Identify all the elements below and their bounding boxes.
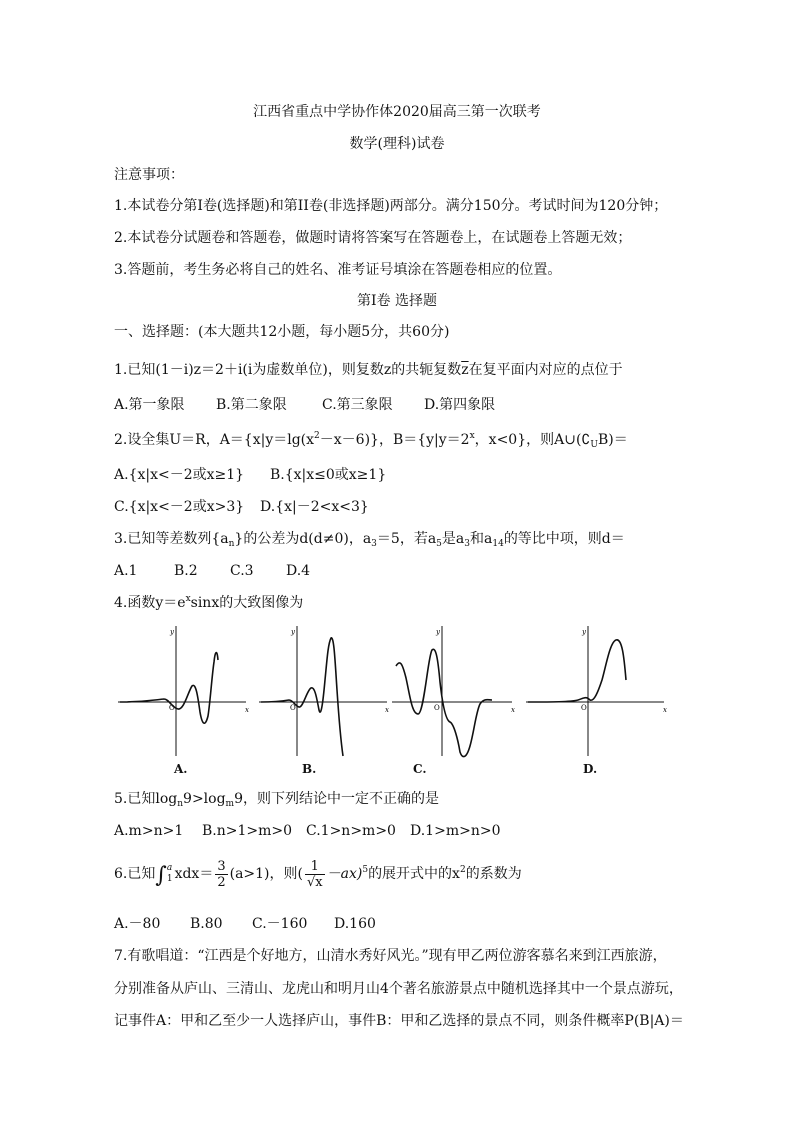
graph-b-curve — [261, 638, 343, 756]
q2-sup-2: 2 — [314, 431, 320, 441]
graph-c-y-label: y — [436, 628, 440, 636]
q3-part-c: ＝5，若a — [376, 531, 437, 547]
q6-fraction-3-2 — [215, 859, 227, 890]
q5-option-c: C.1>n>m>0 — [306, 823, 396, 839]
q6-frac-den: 2 — [217, 874, 226, 890]
q7-line-3: 记事件A：甲和乙至少一人选择庐山，事件B：甲和乙选择的景点不同，则条件概率P(B|A)＝ — [114, 1013, 684, 1029]
graph-d-curve — [528, 640, 626, 702]
q1-text-b: 在复平面内对应的点位于 — [468, 362, 623, 378]
note-1: 1.本试卷分第I卷(选择题)和第II卷(非选择题)两部分。满分150分。考试时间为120分钟； — [114, 198, 668, 214]
q3-sub-14: 14 — [492, 539, 504, 549]
q1-option-c: C.第三象限 — [322, 397, 393, 413]
q6-part-e: 的展开式中的x — [368, 866, 460, 882]
q3-part-b: }的公差为d(d≠0)，a — [234, 531, 372, 547]
q7-line-2: 分别准备从庐山、三清山、龙虎山和明月山4个著名旅游景点中随机选择其中一个景点游玩， — [114, 981, 683, 997]
question-2 — [114, 431, 628, 449]
q2-complement-sub: U — [590, 440, 598, 450]
note-3: 3.答题前，考生务必将自己的姓名、准考证号填涂在答题卷相应的位置。 — [114, 262, 562, 278]
graph-a-curve — [120, 653, 218, 724]
q6-sup-5: 5 — [362, 865, 369, 875]
question-3 — [114, 530, 625, 548]
section-title: 第I卷 选择题 — [357, 293, 437, 309]
q2-part-a: 2.设全集U＝R，A＝{x|y＝lg(x — [114, 432, 315, 448]
graph-a — [114, 620, 254, 760]
q3-sub-3: 3 — [371, 539, 377, 549]
graph-d-label: D. — [583, 762, 598, 776]
question-5 — [114, 790, 439, 808]
graph-a-y-label: y — [170, 628, 174, 636]
q5-part-a: 5.已知log — [114, 791, 178, 807]
q3-sub-n: n — [228, 539, 235, 549]
q1-option-a: A.第一象限 — [114, 397, 185, 413]
q4-part-b: sinx的大致图像为 — [190, 595, 304, 611]
question-1 — [114, 361, 623, 379]
q4-part-a: 4.函数y＝e — [114, 595, 186, 611]
section-heading: 一、选择题：(本大题共12小题，每小题5分，共60分) — [114, 324, 450, 340]
graph-c-origin: O — [434, 704, 440, 712]
q6-option-b: B.80 — [190, 916, 223, 932]
graph-c-x-label: x — [511, 706, 515, 714]
q2-option-a: A.{x|x<－2或x≥1} — [114, 467, 245, 483]
q3-part-a: 3.已知等差数列{a — [114, 531, 229, 547]
q5-sub-n: n — [177, 799, 184, 809]
q6-upper-bound: a — [166, 863, 173, 873]
q2-part-c: ，x<0}，则A∪( — [474, 432, 582, 448]
q2-options-row1 — [114, 466, 386, 484]
graph-d-x-label: x — [663, 706, 667, 714]
graph-c — [388, 620, 518, 760]
q3-part-f: 的等比中项，则d＝ — [503, 531, 625, 547]
graph-a-label: A. — [174, 762, 188, 776]
q6-part-b: xdx＝ — [174, 866, 214, 882]
q6-part-d: －ax) — [326, 866, 363, 882]
q6-option-c: C.－160 — [252, 916, 308, 932]
graph-a-origin: O — [169, 704, 175, 712]
q5-option-d: D.1>m>n>0 — [410, 823, 501, 839]
graph-c-curve — [396, 649, 492, 756]
q3-option-d: D.4 — [286, 563, 311, 579]
q2-option-b: B.{x|x≤0或x≥1} — [270, 467, 387, 483]
q3-option-b: B.2 — [174, 563, 198, 579]
q5-option-b: B.n>1>m>0 — [202, 823, 293, 839]
graph-b-y-label: y — [291, 628, 295, 636]
q2-option-d: D.{x|－2<x<3} — [260, 499, 369, 515]
q2-part-d: B)＝ — [597, 432, 628, 448]
q6-frac2-num: 1 — [305, 859, 325, 875]
question-6 — [114, 858, 522, 890]
exam-title: 江西省重点中学协作体2020届高三第一次联考 — [253, 104, 541, 120]
graph-d-origin: O — [581, 704, 587, 712]
q5-part-b: 9>log — [183, 791, 226, 807]
graph-a-x-label: x — [245, 706, 249, 714]
q2-options-row2 — [114, 498, 369, 516]
q1-option-b: B.第二象限 — [216, 397, 287, 413]
integral-sign: ∫ — [155, 863, 167, 888]
q1-zbar: $\overline{z}$ — [461, 362, 469, 378]
q3-option-c: C.3 — [230, 563, 254, 579]
notes-heading: 注意事项： — [114, 167, 184, 183]
q1-option-d: D.第四象限 — [424, 397, 496, 413]
q5-option-a: A.m>n>1 — [114, 823, 184, 839]
q6-option-a: A.－80 — [114, 916, 161, 932]
q6-option-d: D.160 — [334, 916, 376, 932]
q3-part-e: 和a — [470, 531, 493, 547]
integral-bounds — [167, 863, 173, 885]
q6-part-a: 6.已知 — [114, 866, 156, 882]
q1-options — [114, 396, 495, 414]
graph-d-y-label: y — [582, 628, 586, 636]
note-2: 2.本试卷分试题卷和答题卷，做题时请将答案写在答题卷上，在试题卷上答题无效； — [114, 230, 632, 246]
q6-part-c: (a>1)，则( — [229, 866, 303, 882]
q6-fraction-1-sqrtx — [305, 859, 325, 890]
q2-sup-x: x — [469, 431, 475, 441]
q1-text-a: 1.已知(1－i)z＝2＋i(i为虚数单位)，则复数z的共轭复数 — [114, 362, 462, 378]
exam-subtitle: 数学(理科)试卷 — [349, 136, 445, 152]
q6-part-f: 的系数为 — [465, 866, 522, 882]
graph-b-label: B. — [302, 762, 317, 776]
q3-sub-3b: 3 — [464, 539, 470, 549]
q3-option-a: A.1 — [114, 563, 138, 579]
q3-options — [114, 562, 310, 580]
q5-part-c: 9，则下列结论中一定不正确的是 — [234, 791, 440, 807]
graph-b-x-label: x — [385, 706, 389, 714]
q2-complement: ∁ — [581, 432, 591, 448]
q6-lower-bound: 1 — [166, 874, 173, 884]
q2-part-b: －x－6)}，B＝{y|y＝2 — [319, 432, 470, 448]
q6-frac2-den: √x — [306, 874, 323, 890]
q6-sup-2: 2 — [459, 865, 466, 875]
graph-d — [522, 620, 672, 760]
q6-frac-num: 3 — [217, 858, 226, 874]
q2-option-c: C.{x|x<－2或x>3} — [114, 499, 245, 515]
graph-b — [255, 620, 395, 760]
graph-c-label: C. — [413, 762, 427, 776]
q6-options — [114, 915, 376, 933]
q4-sup-x: x — [185, 594, 191, 604]
question-4 — [114, 594, 303, 612]
q5-sub-m: m — [225, 799, 235, 809]
q7-line-1: 7.有歌唱道：“江西是个好地方，山清水秀好风光。”现有甲乙两位游客慕名来到江西旅游， — [114, 948, 667, 964]
graph-b-origin: O — [290, 704, 296, 712]
q3-sub-5: 5 — [436, 539, 442, 549]
q5-options — [114, 822, 500, 840]
q3-part-d: 是a — [441, 531, 465, 547]
